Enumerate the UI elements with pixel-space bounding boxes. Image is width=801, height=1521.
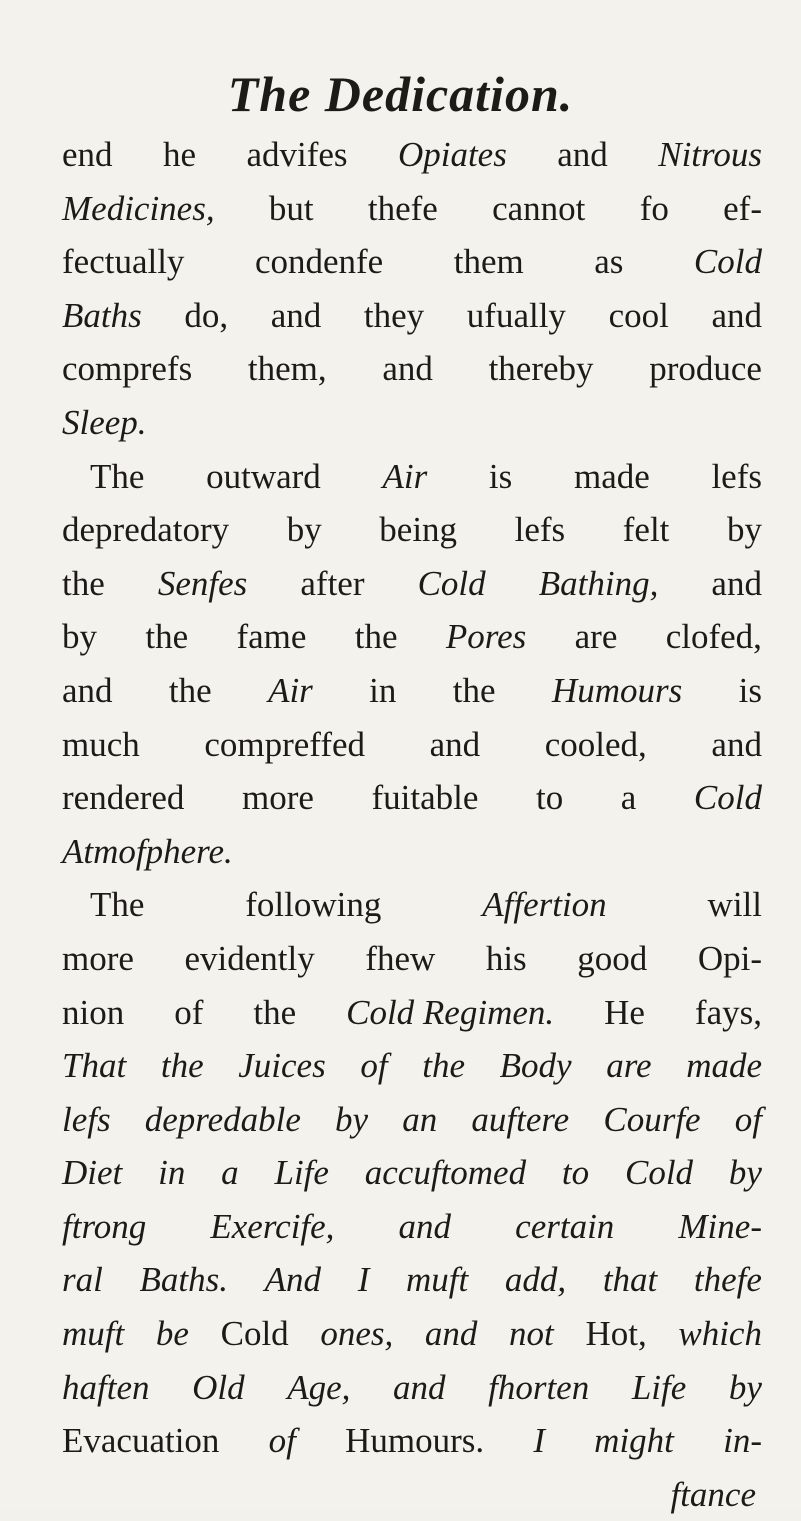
word: that (602, 1260, 658, 1300)
word: compreffed (204, 724, 366, 764)
word: in (158, 1153, 186, 1193)
text-line (62, 235, 762, 289)
text-line (62, 1253, 762, 1307)
word: he (162, 135, 197, 174)
word: Body (499, 1046, 572, 1086)
word: following (245, 885, 382, 925)
word: are (574, 617, 618, 657)
text-line (62, 1146, 762, 1200)
word: The (90, 885, 145, 925)
word: Nitrous (658, 135, 762, 174)
word: the (422, 1046, 465, 1086)
text-line (62, 1361, 762, 1415)
word: an (402, 1099, 438, 1139)
word: produce (649, 349, 762, 389)
word: are (606, 1046, 652, 1086)
word: Affertion (482, 885, 607, 925)
word: will (707, 885, 762, 925)
word: advifes (246, 135, 348, 174)
text-line (62, 128, 762, 182)
word: Humours (551, 670, 683, 710)
word: comprefs (62, 349, 193, 389)
text-line (62, 878, 762, 932)
word: end (62, 135, 113, 174)
word: Diet (62, 1153, 123, 1193)
word: the (253, 992, 297, 1032)
word: Senfes (157, 563, 248, 603)
word: fhorten (488, 1367, 590, 1407)
word: by (62, 617, 97, 657)
word: Cold (220, 1314, 289, 1354)
word: Pores (445, 617, 527, 657)
word: Courfe (603, 1099, 701, 1139)
word: thefe (367, 188, 438, 228)
text-line (62, 503, 762, 557)
word: Medicines, (62, 188, 215, 228)
word: do, (184, 295, 229, 335)
word: accuftomed (364, 1153, 527, 1193)
word: lefs (62, 1099, 111, 1139)
text-line (62, 1200, 762, 1254)
word: made (686, 1046, 762, 1086)
word: fhew (365, 938, 436, 978)
word: of (734, 1099, 762, 1139)
word: after (300, 563, 365, 603)
word: fectually (62, 242, 185, 282)
word: by (286, 510, 322, 550)
word: Cold Regimen. (346, 992, 555, 1032)
word: Opi- (697, 938, 762, 978)
word: Cold (693, 242, 762, 282)
word: by (335, 1099, 369, 1139)
word: Baths. (139, 1260, 228, 1300)
word: being (379, 510, 458, 550)
word: lefs (711, 456, 762, 496)
word: and (62, 670, 113, 710)
word: muft (62, 1314, 125, 1354)
word: them (453, 242, 524, 282)
word: He (604, 992, 645, 1032)
word: more (242, 778, 314, 818)
word: Hot, (585, 1314, 647, 1354)
word: and (429, 724, 481, 764)
word: depredable (144, 1099, 301, 1139)
word: of (268, 1421, 296, 1461)
word: made (573, 456, 650, 496)
word: more (62, 938, 134, 978)
text-line (62, 825, 762, 879)
text-line (62, 1307, 762, 1361)
word: fo (639, 188, 669, 228)
word: Evacuation (62, 1421, 220, 1461)
text-line (62, 182, 762, 236)
word: Sleep. (62, 402, 147, 442)
word: Atmofphere. (62, 831, 233, 871)
text-line (62, 932, 762, 986)
catchword: ftance (670, 1474, 756, 1514)
text-line (62, 396, 762, 450)
word: and (711, 563, 762, 603)
text-line (62, 610, 762, 664)
word: and (382, 349, 433, 389)
word: evidently (184, 938, 315, 978)
word: good (577, 938, 648, 978)
word: ef- (723, 188, 762, 228)
text-line (62, 557, 762, 611)
text-line (62, 664, 762, 718)
word: the (145, 617, 189, 657)
word: and (557, 135, 608, 174)
word: and (392, 1367, 446, 1407)
word: Air (382, 456, 428, 496)
word: haften (62, 1367, 150, 1407)
word: they (363, 295, 425, 335)
word: the (354, 617, 398, 657)
word: add, (504, 1260, 567, 1300)
word: ufually (466, 295, 566, 335)
word: condenfe (254, 242, 384, 282)
running-head: The Dedication. (227, 66, 574, 122)
word: Exercife, (210, 1206, 335, 1246)
word: not (509, 1314, 554, 1354)
word: Life (631, 1367, 687, 1407)
word: by (728, 1367, 762, 1407)
catchword-line (62, 1468, 762, 1521)
word: clofed, (665, 617, 762, 657)
word: ral (62, 1260, 103, 1300)
word: cool (608, 295, 669, 335)
word: much (62, 724, 140, 764)
word: in (369, 670, 397, 710)
word: depredatory (62, 510, 230, 550)
word: Bathing, (538, 563, 659, 603)
word: felt (622, 510, 670, 550)
word: Cold (693, 778, 762, 818)
word: and (711, 295, 762, 335)
word: lefs (514, 510, 566, 550)
word: cannot (492, 188, 586, 228)
word: to (561, 1153, 590, 1193)
word: the (452, 670, 496, 710)
word: Opiates (397, 135, 507, 174)
word: Life (274, 1153, 329, 1193)
text-line (62, 1039, 762, 1093)
text-line (62, 1093, 762, 1147)
word: cooled, (544, 724, 647, 764)
word: Cold (417, 563, 486, 603)
text-line (62, 342, 762, 396)
text-line (62, 289, 762, 343)
word: the (62, 563, 105, 603)
word: is (488, 456, 513, 496)
word: of (174, 992, 204, 1032)
word: and (711, 724, 762, 764)
text-line (62, 1414, 762, 1468)
word: Juices (238, 1046, 326, 1086)
word: the (160, 1046, 204, 1086)
word: muft (406, 1260, 469, 1300)
word: the (168, 670, 212, 710)
word: in- (723, 1421, 762, 1461)
word: of (360, 1046, 388, 1086)
word: Cold (624, 1153, 694, 1193)
word: a (221, 1153, 239, 1193)
word: be (155, 1314, 189, 1354)
word: Air (268, 670, 313, 710)
word: his (485, 938, 527, 978)
word: Baths (62, 295, 142, 335)
word: And (264, 1260, 322, 1300)
word: fame (236, 617, 307, 657)
text-line (62, 450, 762, 504)
word: I (357, 1260, 370, 1300)
text-line (62, 771, 762, 825)
word: and (424, 1314, 478, 1354)
word: but (268, 188, 314, 228)
word: fays, (694, 992, 762, 1032)
word: Humours. (345, 1421, 485, 1461)
word: The (90, 456, 145, 496)
word: I (533, 1421, 545, 1461)
word: fuitable (371, 778, 479, 818)
word: a (620, 778, 637, 818)
word: by (728, 1153, 762, 1193)
word: might (594, 1421, 674, 1461)
body-text (62, 128, 762, 1521)
word: and (398, 1206, 452, 1246)
word: Mine- (678, 1206, 762, 1246)
word: ones, (320, 1314, 394, 1354)
word: as (594, 242, 624, 282)
word: rendered (62, 778, 185, 818)
word: to (535, 778, 564, 818)
word: Old (192, 1367, 245, 1407)
word: auftere (471, 1099, 570, 1139)
word: them, (247, 349, 327, 389)
word: thefe (693, 1260, 762, 1300)
text-line (62, 986, 762, 1040)
word: nion (62, 992, 125, 1032)
text-line (62, 718, 762, 772)
word: That (62, 1046, 127, 1086)
word: and (270, 295, 322, 335)
word: thereby (488, 349, 594, 389)
word: outward (206, 456, 321, 496)
word: is (738, 670, 762, 710)
word: by (726, 510, 762, 550)
word: which (678, 1314, 762, 1354)
word: certain (515, 1206, 615, 1246)
word: Age, (287, 1367, 351, 1407)
word: ftrong (62, 1206, 147, 1246)
